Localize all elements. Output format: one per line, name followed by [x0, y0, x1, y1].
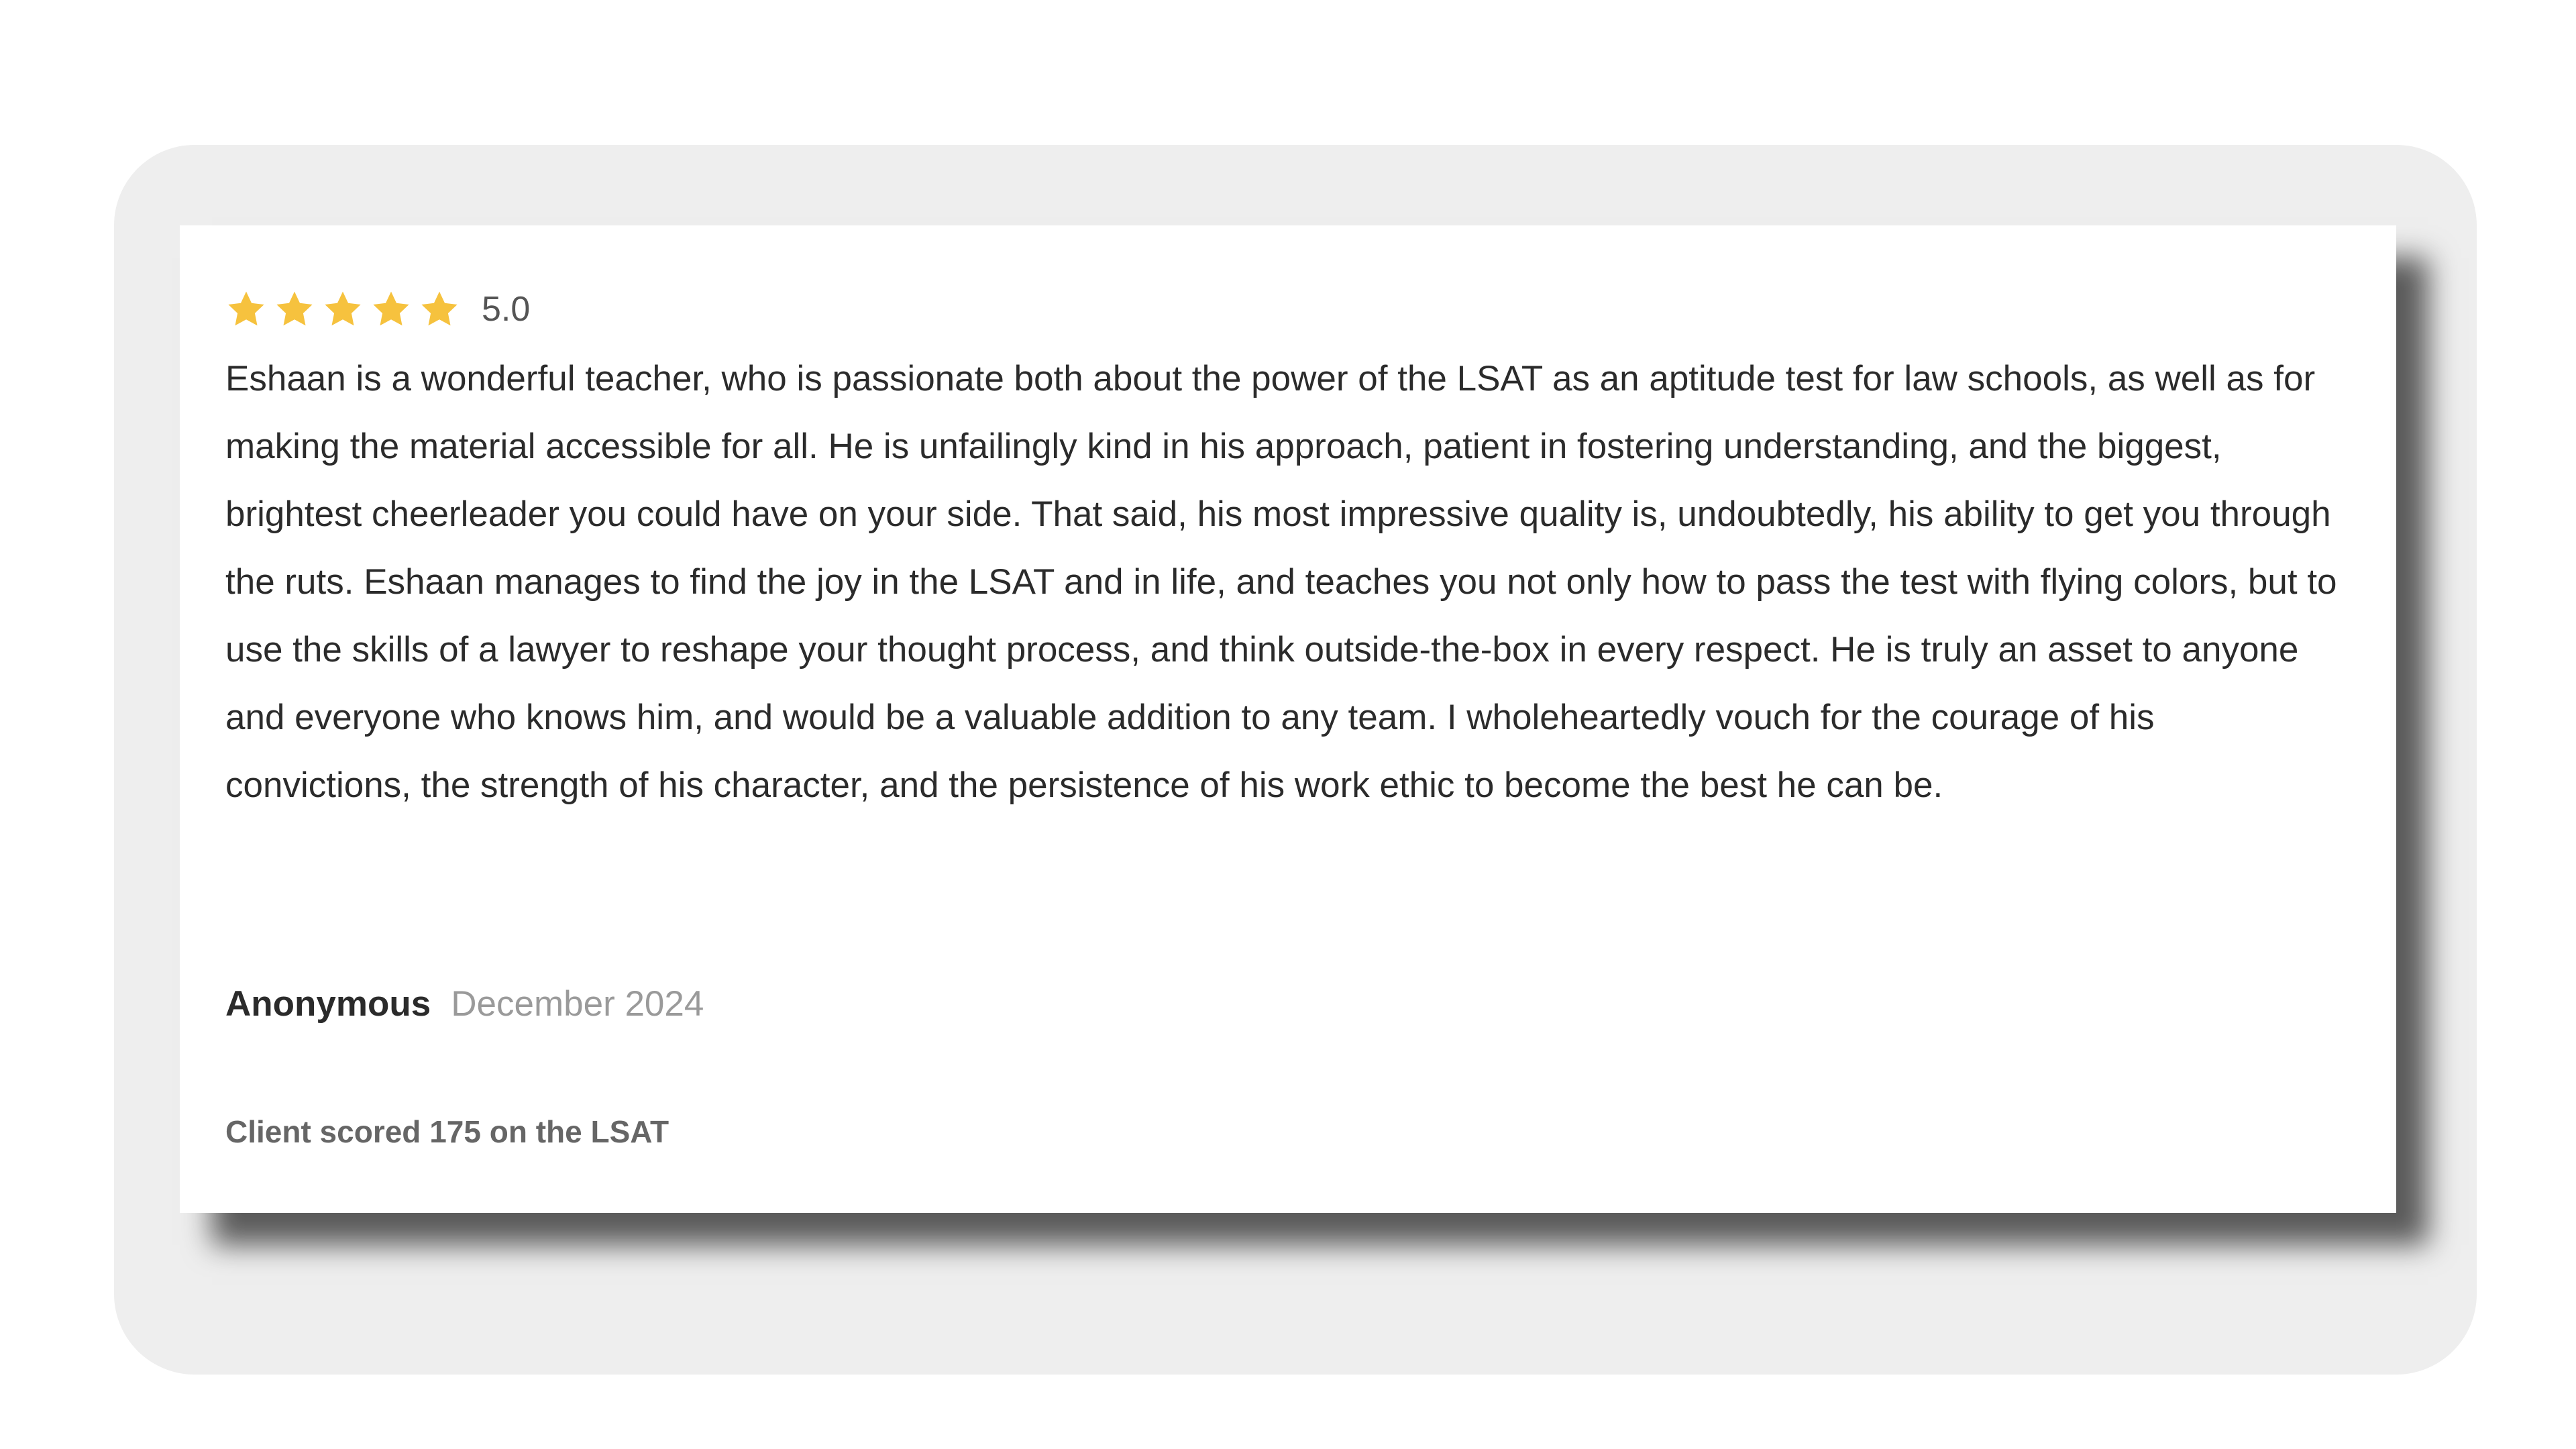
author-row — [225, 983, 704, 1024]
star-icon — [274, 288, 315, 330]
star-icon — [322, 288, 364, 330]
author-name: Anonymous — [225, 984, 431, 1024]
score-note: Client scored 175 on the LSAT — [225, 1114, 669, 1149]
review-date: December 2024 — [451, 984, 704, 1024]
star-icon — [370, 288, 412, 330]
review-card — [180, 225, 2396, 1213]
star-rating — [225, 288, 467, 330]
review-text: Eshaan is a wonderful teacher, who is passionate both about the power of the LSAT as an aptitude test for law schools, as well as for making the material accessible for all. He is unfailingly kind in his approach, patient in fostering understanding, and the biggest, brightest cheerleader you could have on your side. That said, his most impressive quality is, undoubtedly, his ability to get you through the ruts. Eshaan manages to find the joy in the LSAT and in life, and teaches you not only how to pass the test with flying colors, but to use the skills of a lawyer to reshape your thought process, and think outside-the-box in every respect. He is truly an asset to anyone and everyone who knows him, and would be a valuable addition to any team. I wholeheartedly vouch for the courage of his convictions, the strength of his character, and the persistence of his work ethic to become the best he can be. — [225, 359, 2337, 805]
star-icon — [225, 288, 267, 330]
star-icon — [419, 288, 460, 330]
rating-value: 5.0 — [482, 290, 531, 329]
rating-row — [225, 272, 530, 346]
